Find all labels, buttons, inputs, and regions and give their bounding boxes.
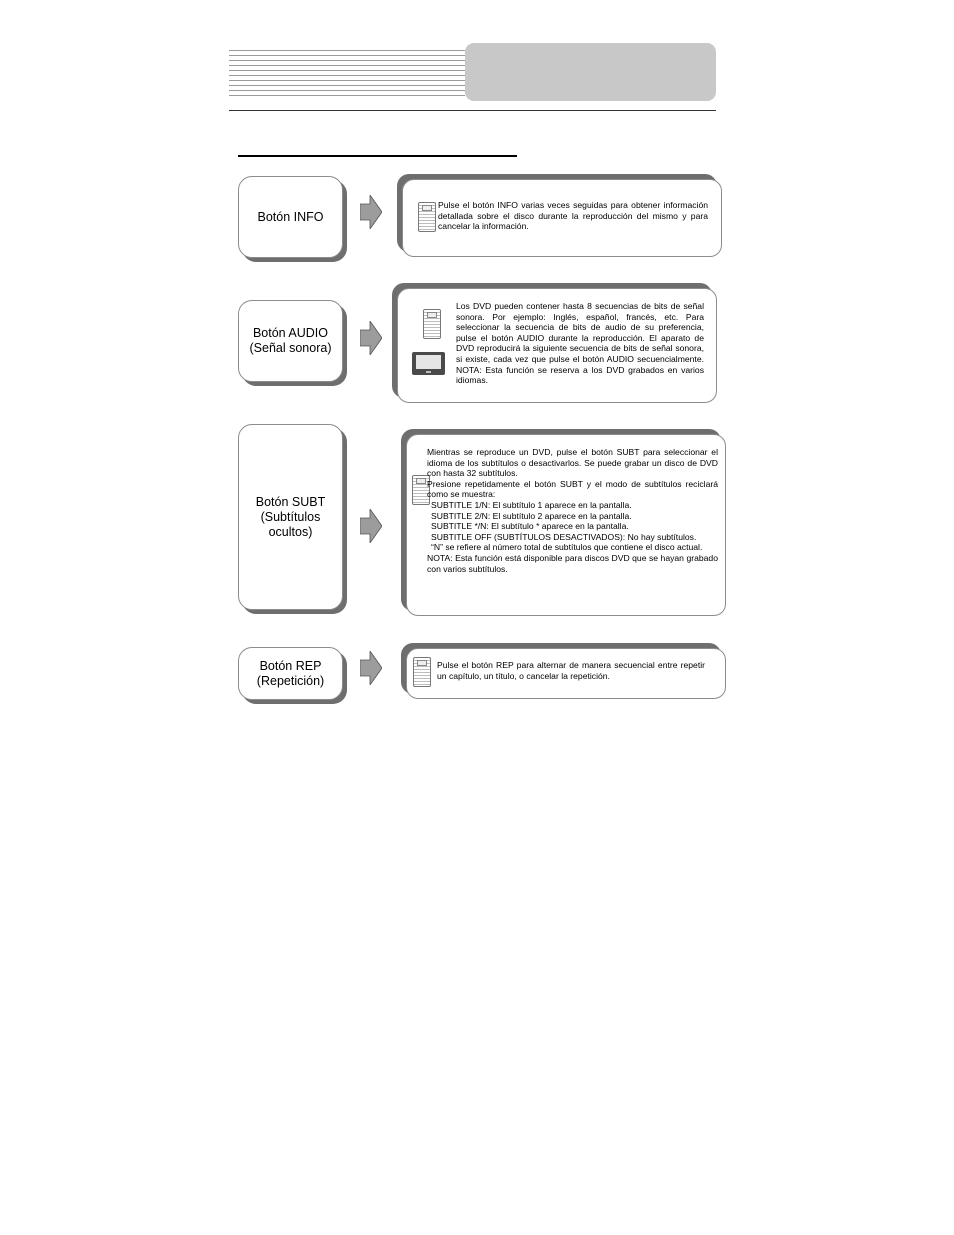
dvd-monitor-icon [412,352,445,375]
remote-control-icon [418,202,436,232]
info-button-label: Botón INFO [257,209,324,224]
subt-description-box [406,434,726,616]
header-lines [229,50,465,98]
right-arrow-icon [360,651,382,685]
info-button-label-box [238,176,343,258]
section-rule [238,155,517,157]
audio-button-label: Botón AUDIO (Señal sonora) [249,326,332,355]
header-tab [465,43,716,101]
remote-control-icon [423,309,441,339]
right-arrow-icon [360,509,382,543]
info-description-box [402,179,722,257]
rep-description: Pulse el botón REP para alternar de manera secuencial entre repetir un capítulo, un título, o cancelar la repetición. [437,660,705,681]
audio-description: Los DVD pueden contener hasta 8 secuencias de bits de señal sonora. Por ejemplo: Inglés, español, francés, etc. Para seleccionar la secuencia de bits de audio de su preferencia, pulse el botón AUDIO durante la reproducción. El aparato de DVD reproducirá la siguiente secuencia de bits de señal sonora, si existe, cada vez que pulse el botón AUDIO secuencialmente. NOTA: Esta función se reserva a los DVD grabados en varios idiomas. [456,301,704,386]
remote-control-icon [413,657,431,687]
audio-description-box [397,288,717,403]
rep-description-box [406,648,726,699]
rep-button-label-box [238,647,343,700]
header-rule [229,110,716,111]
audio-button-label-box [238,300,343,382]
rep-button-label: Botón REP (Repetición) [256,658,325,688]
right-arrow-icon [360,195,382,229]
subt-button-label-box [238,424,343,610]
subt-description: Mientras se reproduce un DVD, pulse el botón SUBT para seleccionar el idioma de los subtítulos o desactivarlos. Se puede grabar un disco de DVD con hasta 32 subtítulos. Presione repetidamente el botón SUBT y el modo de subtítulos reciclará como se muestra: SUBTITLE 1/N: El subtítulo 1 aparece en la pantalla. SUBTITLE 2/N: El subtítulo 2 aparece en la pantalla. SUBTITLE */N: El subtítulo * aparece en la pantalla. SUBTITLE OFF (SUBTÍTULOS DESACTIVADOS): No hay subtítulos. “N” se refiere al número total de subtítulos que contiene el disco actual. NOTA: Esta función está disponible para discos DVD que se hayan grabado con varios subtítulos. [427,447,718,574]
info-description: Pulse el botón INFO varias veces seguidas para obtener información detallada sobre el disco durante la reproducción del mismo y para cancelar la información. [438,200,708,232]
right-arrow-icon [360,321,382,355]
subt-button-label: Botón SUBT (Subtítulos ocultos) [255,494,326,539]
